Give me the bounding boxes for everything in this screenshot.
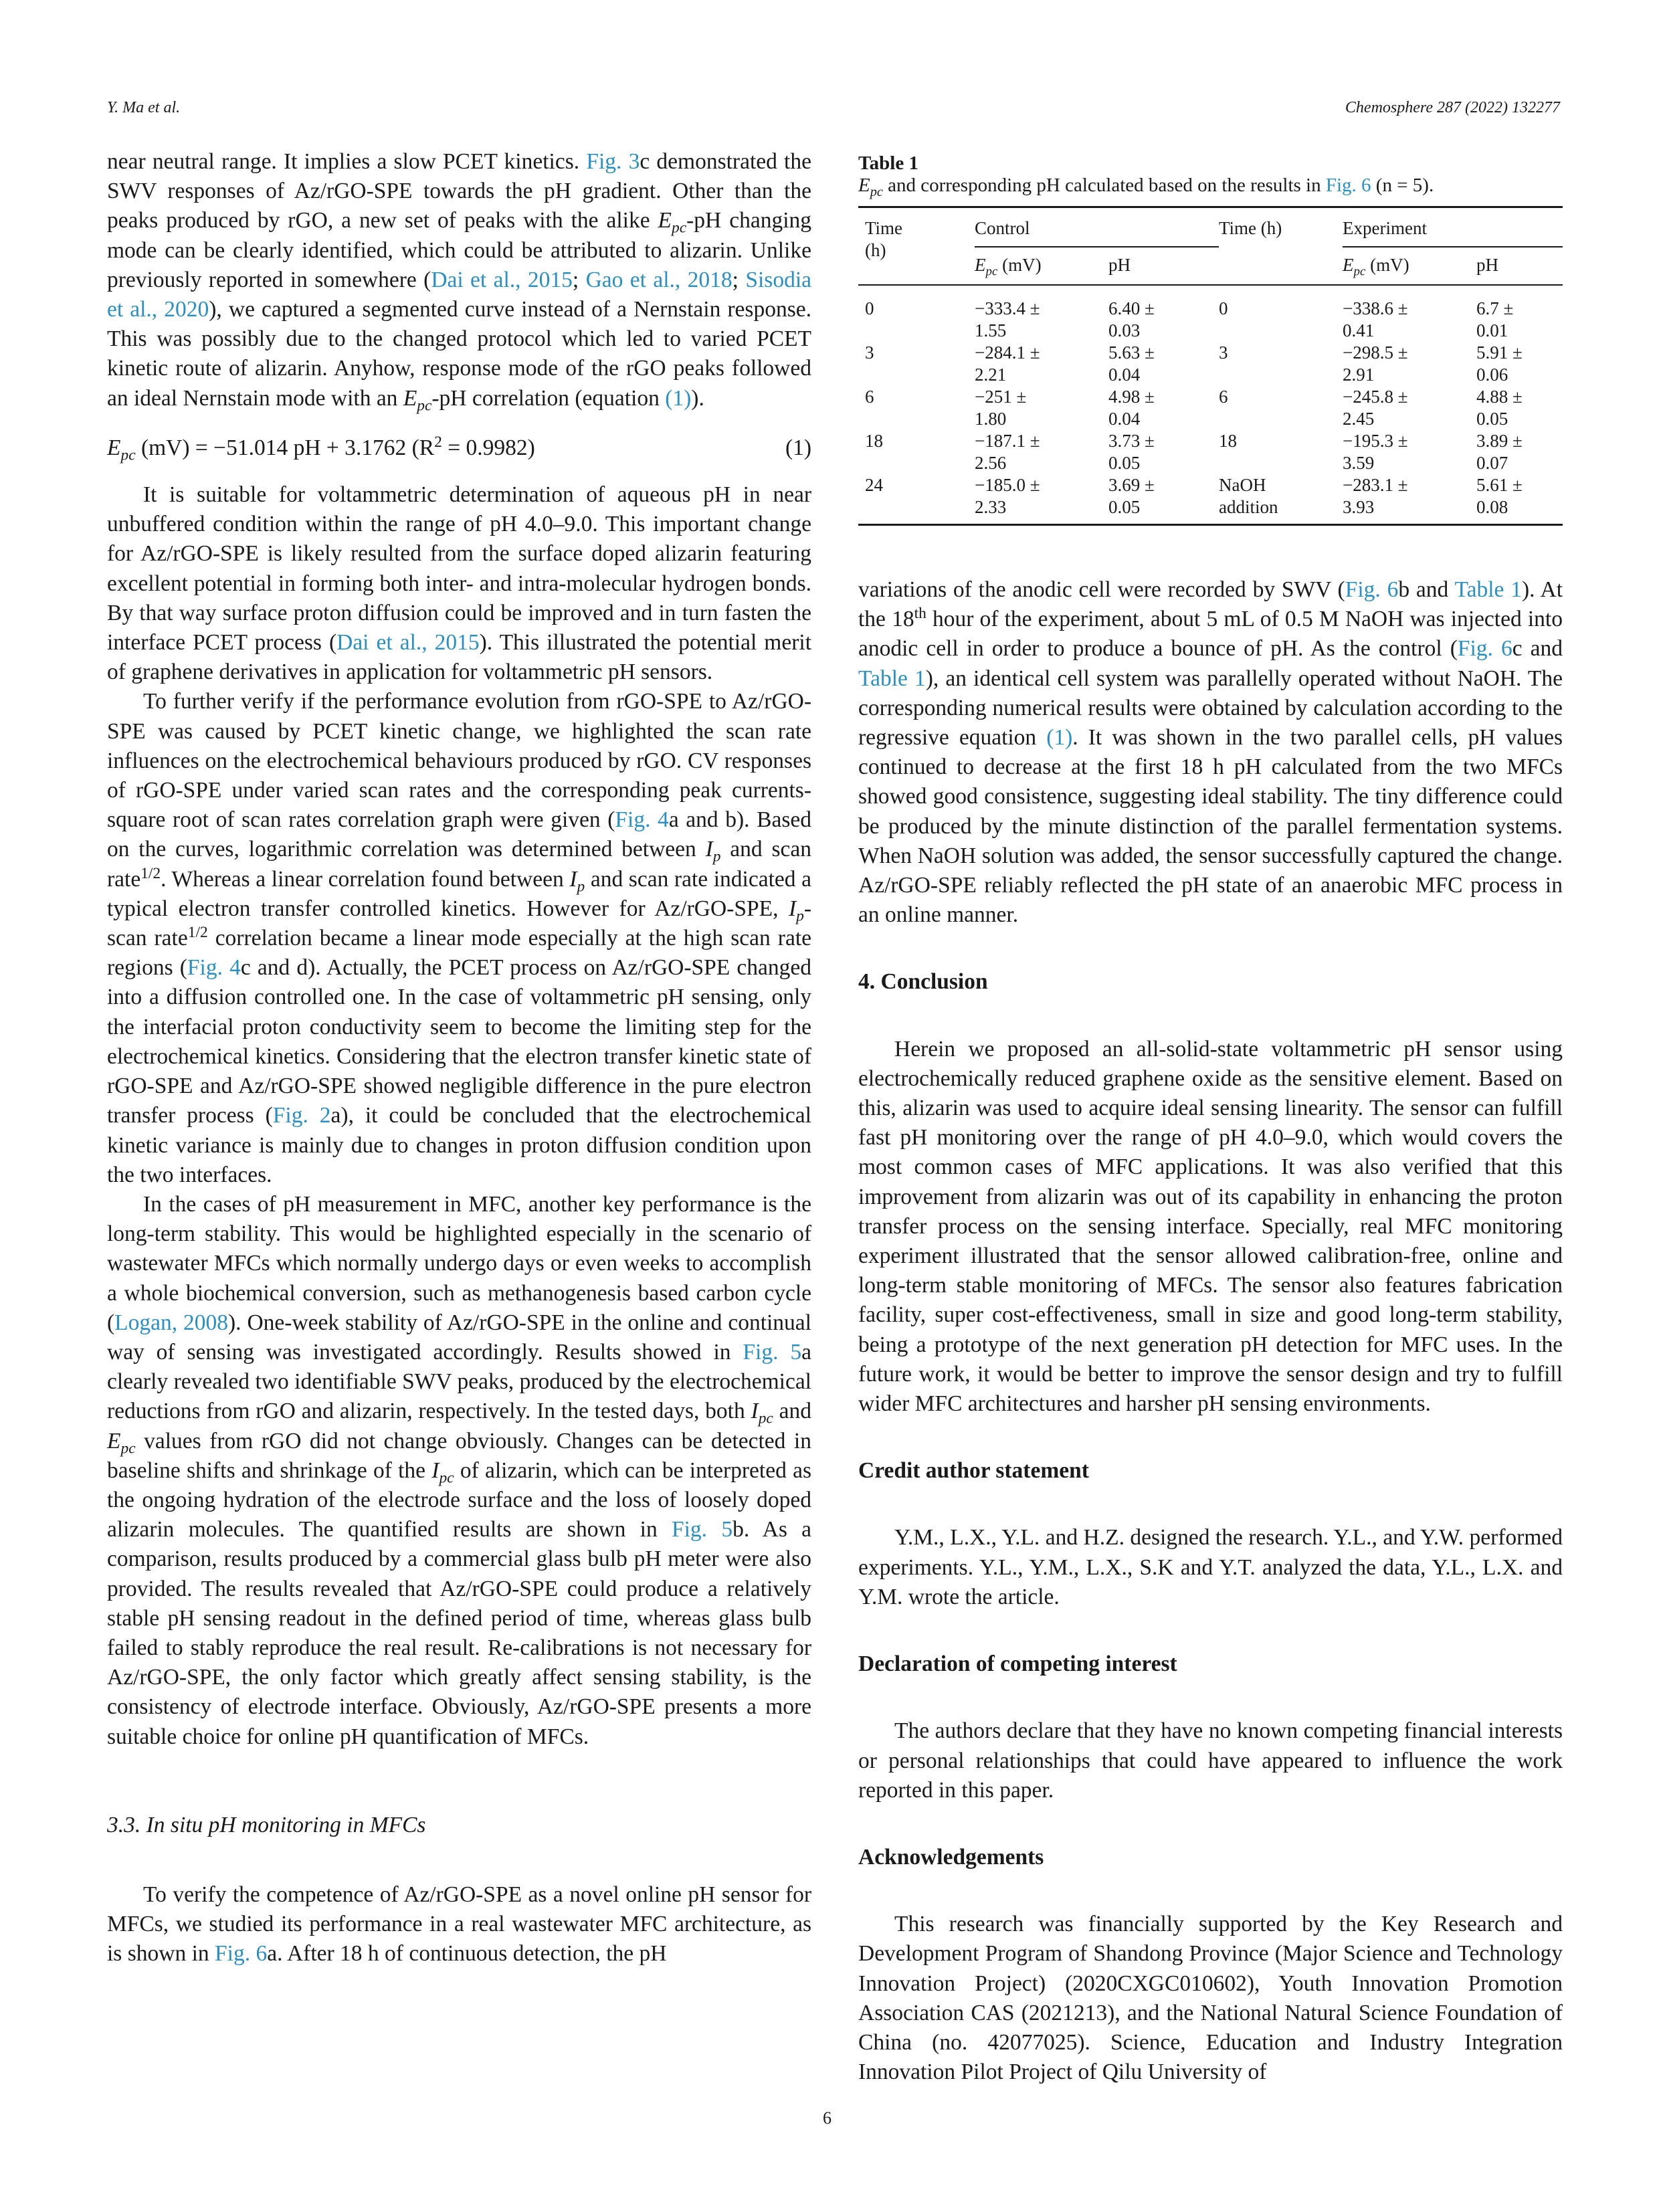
- citation-link[interactable]: Gao et al., 2018: [585, 267, 733, 292]
- header-epc-control: $E_{pc}$ (mV): [975, 247, 1108, 285]
- section-heading-3-3: 3.3. In situ pH monitoring in MFCs: [107, 1812, 426, 1837]
- header-time-experiment: Time (h): [1219, 218, 1282, 238]
- paragraph: To verify the competence of Az/rGO-SPE as a novel online pH sensor for MFCs, we studied its performance in a real wastewater MFC architecture, as is shown in Fig. 6a. After 18 h of continuous detection, the pH: [107, 1882, 811, 1967]
- figure-link[interactable]: Fig. 5: [671, 1517, 733, 1542]
- figure-link[interactable]: Fig. 6: [215, 1941, 268, 1967]
- equation-1: $E_{pc}$ (mV) = −51.014 pH + 3.1762 $(R^2 = 0.9982)$ (1): [107, 433, 811, 464]
- running-header-journal: Chemosphere 287 (2022) 132277: [1345, 99, 1560, 116]
- table-row: 0 −333.4 ± 1.55 6.40 ± 0.03 0 −338.6 ± 0.41 6.7 ± 0.01: [865, 298, 1514, 340]
- header-experiment: Experiment: [1343, 207, 1563, 247]
- equation-number: (1): [785, 435, 811, 460]
- section-heading-conclusion: 4. Conclusion: [858, 969, 988, 995]
- paragraph: near neutral range. It implies a slow PCET kinetics. Fig. 3c demonstrated the SWV responses of Az/rGO-SPE towards the pH gradient. Other than the peaks produced by rGO, a new set of peaks with the alike $E_{pc}-pH$ changing mode can be clearly identified, which could be attributed to alizarin. Unlike previously reported in somewhere (Dai et al., 2015; Gao et al., 2018; Sisodia et al., 2020), we captured a segmented curve instead of a Nernstain response. This was possibly due to the changed protocol which led to varied PCET kinetic route of alizarin. Anyhow, response mode of the rGO peaks followed an ideal Nernstain mode with an $E_{pc}-pH$ correlation (equation (1)).: [107, 149, 811, 415]
- header-control: Control: [975, 207, 1219, 247]
- paragraph: It is suitable for voltammetric determination of aqueous pH in near unbuffered condition within the range of pH 4.0–9.0. This important change for Az/rGO-SPE is likely resulted from the surface doped alizarin featuring excellent potential in forming both inter- and intra-molecular hydrogen bonds. By that way surface proton diffusion could be improved and in turn fasten the interface PCET process (Dai et al., 2015). This illustrated the potential merit of graphene derivatives in application for voltammetric pH sensors.: [107, 482, 811, 685]
- paragraph: In the cases of pH measurement in MFC, another key performance is the long-term stability. This would be highlighted especially in the scenario of wastewater MFCs which normally undergo days or even weeks to accomplish a whole biochemical conversion, such as methanogenesis based carbon cycle (Logan, 2008). One-week stability of Az/rGO-SPE in the online and continual way of sensing was investigated accordingly. Results showed in Fig. 5a clearly revealed two identifiable SWV peaks, produced by the electrochemical reductions from rGO and alizarin, respectively. In the tested days, both $I_{pc}$ and $E_{pc}$ values from rGO did not change obviously. Changes can be detected in baseline shifts and shrinkage of the $I_{pc}$ of alizarin, which can be interpreted as the ongoing hydration of the electrode surface and the loss of loosely doped alizarin molecules. The quantified results are shown in Fig. 5b. As a comparison, results produced by a commercial glass bulb pH meter were also provided. The results revealed that Az/rGO-SPE could produce a relatively stable pH sensing readout in the defined period of time, whereas glass bulb failed to stably reproduce the real result. Re-calibrations is not necessary for Az/rGO-SPE, the only factor which greatly affect sensing stability, is the consistency of electrode interface. Obviously, Az/rGO-SPE presents a more suitable choice for online pH quantification of MFCs.: [107, 1191, 812, 1749]
- table-title: Table 1: [858, 153, 918, 174]
- data-table: [858, 206, 1563, 526]
- figure-link[interactable]: Fig. 5: [743, 1339, 802, 1365]
- paragraph-declaration: The authors declare that they have no known competing financial interests or personal relationships that could have appeared to influence the work reported in this paper.: [858, 1718, 1563, 1803]
- table-1: [858, 153, 1563, 526]
- figure-link[interactable]: Fig. 6: [1457, 636, 1512, 662]
- header-epc-experiment: $E_{pc}$ (mV): [1343, 247, 1476, 285]
- citation-link[interactable]: Dai et al., 2015: [431, 267, 573, 292]
- paragraph-credit: Y.M., L.X., Y.L. and H.Z. designed the research. Y.L., and Y.W. performed experiments. Y.L., Y.M., L.X., S.K and Y.T. analyzed the data, Y.L., L.X. and Y.M. wrote the article.: [858, 1525, 1563, 1609]
- section-heading-declaration: Declaration of competing interest: [858, 1651, 1177, 1677]
- header-ph-control: pH: [1108, 247, 1219, 285]
- section-heading-credit: Credit author statement: [858, 1458, 1089, 1484]
- figure-link[interactable]: Fig. 6: [1325, 175, 1371, 196]
- equation-link[interactable]: (1): [665, 385, 692, 411]
- table-row: 6 −251 ± 1.80 4.98 ± 0.04 6 −245.8 ± 2.45 4.88 ± 0.05: [865, 387, 1523, 429]
- citation-link[interactable]: Dai et al., 2015: [336, 630, 480, 656]
- left-column: [107, 147, 811, 1969]
- running-header-authors: Y. Ma et al.: [107, 99, 181, 116]
- paragraph: To further verify if the performance evolution from rGO-SPE to Az/rGO-SPE was caused by PCET kinetic change, we highlighted the scan rate influences on the electrochemical behaviours produced by rGO. CV responses of rGO-SPE under varied scan rates and the corresponding peak currents-square root of scan rates correlation graph were given (Fig. 4a and b). Based on the curves, logarithmic correlation was determined between $I_p$ and scan rate$^{1/2}$. Whereas a linear correlation found between $I_p$ and scan rate indicated a typical electron transfer controlled kinetics. However for Az/rGO-SPE, $I_p$-scan rate$^{1/2}$ correlation became a linear mode especially at the high scan rate regions (Fig. 4c and d). Actually, the PCET process on Az/rGO-SPE changed into a diffusion controlled one. In the case of voltammetric pH sensing, only the interfacial proton conductivity seem to become the limiting step for the electrochemical kinetics. Considering that the electron transfer kinetic state of rGO-SPE and Az/rGO-SPE showed negligible difference in the pure electron transfer process (Fig. 2a), it could be concluded that the electrochemical kinetic variance is mainly due to changes in proton diffusion condition upon the two interfaces.: [107, 689, 812, 1187]
- page-number: 6: [823, 2108, 832, 2128]
- paragraph-acknowledgements: This research was financially supported by the Key Research and Development Program of Shandong Province (Major Science and Technology Innovation Project) (2020CXGC010602), Youth Innovation Promotion Association CAS (2021213), and the National Natural Science Foundation of China (no. 42077025). Science, Education and Industry Integration Innovation Pilot Project of Qilu University of: [858, 1912, 1563, 2085]
- citation-link[interactable]: Sisodia et al., 2020: [107, 267, 811, 322]
- table-row: 18 −187.1 ± 2.56 3.73 ± 0.05 18 −195.3 ± 3.59 3.89 ± 0.07: [865, 431, 1523, 473]
- figure-link[interactable]: Fig. 4: [187, 955, 241, 981]
- figure-link[interactable]: Fig. 2: [272, 1103, 331, 1128]
- right-column: [858, 575, 1563, 2087]
- table-row: 24 −185.0 ± 2.33 3.69 ± 0.05 NaOH addition −283.1 ± 3.93 5.61 ± 0.08: [865, 475, 1523, 517]
- figure-link[interactable]: Fig. 6: [1345, 577, 1399, 602]
- header-ph-experiment: pH: [1476, 247, 1563, 285]
- header-time-control: Time (h): [858, 207, 975, 286]
- figure-link[interactable]: Fig. 4: [615, 807, 669, 833]
- citation-link[interactable]: Logan, 2008: [114, 1310, 229, 1335]
- equation-link[interactable]: (1): [1046, 725, 1073, 750]
- figure-link[interactable]: Fig. 3: [586, 149, 640, 174]
- table-row: 3 −284.1 ± 2.21 5.63 ± 0.04 3 −298.5 ± 2.91 5.91 ± 0.06: [865, 342, 1523, 385]
- section-heading-acknowledgements: Acknowledgements: [858, 1844, 1044, 1870]
- table-caption: $E_{pc}$ and corresponding pH calculated based on the results in Fig. 6 (n = 5).: [858, 175, 1434, 199]
- table-link[interactable]: Table 1: [1454, 577, 1522, 602]
- paragraph: variations of the anodic cell were recorded by SWV (Fig. 6b and Table 1). At the 18th hour of the experiment, about 5 mL of 0.5 M NaOH was injected into anodic cell in order to produce a bounce of pH. As the control (Fig. 6c and Table 1), an identical cell system was parallelly operated without NaOH. The corresponding numerical results were obtained by calculation according to the regressive equation (1). It was shown in the two parallel cells, pH values continued to decrease at the first 18 h pH calculated from the two MFCs showed good consistence, suggesting ideal stability. The tiny difference could be produced by the minute distinction of the parallel fermentation systems. When NaOH solution was added, the sensor successfully captured the change. Az/rGO-SPE reliably reflected the pH state of an anaerobic MFC process in an online manner.: [858, 577, 1563, 928]
- paragraph-conclusion: Herein we proposed an all-solid-state voltammetric pH sensor using electrochemically reduced graphene oxide as the sensitive element. Based on this, alizarin was used to acquire ideal sensing linearity. The sensor can fulfill fast pH monitoring over the range of pH 4.0–9.0, which would covers the most common cases of MFC applications. It was also verified that this improvement from alizarin was out of its capability in enhancing the proton transfer process on the sensing interface. Specially, real MFC monitoring experiment illustrated that the sensor allowed calibration-free, online and long-term stable monitoring of MFCs. The sensor also features fabrication facility, super cost-effectiveness, small in size and good long-term stability, being a prototype of the next generation pH detection for MFC uses. In the future work, it would be better to improve the sensor design and try to fulfill wider MFC architectures and harsher pH sensing environments.: [858, 1036, 1563, 1417]
- table-link[interactable]: Table 1: [858, 666, 926, 691]
